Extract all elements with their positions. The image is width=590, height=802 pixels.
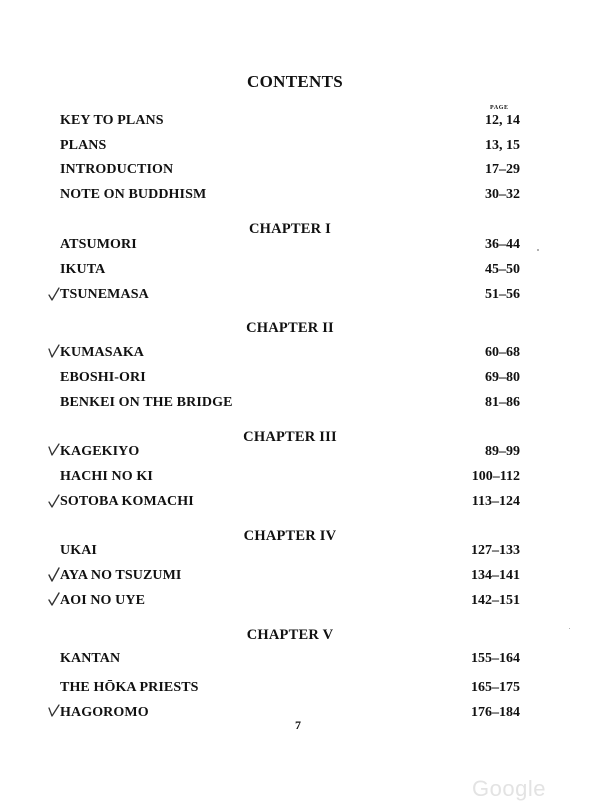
paper-speck xyxy=(537,249,539,251)
entry-title: KEY TO PLANS xyxy=(60,113,164,128)
entry-pages: 165–175 xyxy=(471,680,520,695)
entry-title: HAGOROMO xyxy=(60,705,149,720)
entry-title: KAGEKIYO xyxy=(60,444,140,459)
check-mark-icon xyxy=(47,443,61,459)
toc-entry-introduction xyxy=(60,162,520,180)
paper-speck xyxy=(569,628,570,629)
page-title: CONTENTS xyxy=(247,72,343,91)
toc-entry-sotoba-komachi xyxy=(60,494,520,512)
entry-pages: 89–99 xyxy=(485,444,520,459)
entry-pages: 30–32 xyxy=(485,187,520,202)
toc-entry-atsumori xyxy=(60,237,520,255)
entry-pages: 142–151 xyxy=(471,593,520,608)
entry-title: INTRODUCTION xyxy=(60,162,174,177)
toc-entry-aya-no-tsuzumi xyxy=(60,568,520,586)
toc-entry-tsunemasa xyxy=(60,287,520,305)
entry-title: AYA NO TSUZUMI xyxy=(60,568,182,583)
check-mark-icon xyxy=(47,344,61,360)
check-mark-icon xyxy=(47,592,61,608)
entry-title: THE HŌKA PRIESTS xyxy=(60,680,199,695)
page-number: 7 xyxy=(295,718,301,732)
entry-title: UKAI xyxy=(60,543,97,558)
entry-pages: 81–86 xyxy=(485,395,520,410)
chapter-heading-3: CHAPTER III xyxy=(243,429,337,445)
entry-pages: 36–44 xyxy=(485,237,520,252)
entry-title: SOTOBA KOMACHI xyxy=(60,494,194,509)
entry-pages: 155–164 xyxy=(471,651,520,666)
entry-pages: 113–124 xyxy=(471,494,520,509)
entry-pages: 45–50 xyxy=(485,262,520,277)
entry-title: KANTAN xyxy=(60,651,121,666)
entry-title: IKUTA xyxy=(60,262,106,277)
check-mark-icon xyxy=(47,493,61,509)
entry-title: NOTE ON BUDDHISM xyxy=(60,187,207,202)
entry-title: KUMASAKA xyxy=(60,345,145,360)
entry-title: PLANS xyxy=(60,138,107,153)
chapter-heading-2: CHAPTER II xyxy=(246,320,334,336)
chapter-heading-5: CHAPTER V xyxy=(246,627,334,643)
toc-entry-ikuta xyxy=(60,262,520,280)
check-mark-icon xyxy=(47,567,61,583)
toc-entry-key-to-plans xyxy=(60,113,520,131)
entry-pages: 176–184 xyxy=(471,705,520,720)
entry-pages: 134–141 xyxy=(471,568,520,583)
entry-title: AOI NO UYE xyxy=(60,593,146,608)
chapter-heading-4: CHAPTER IV xyxy=(243,528,337,544)
toc-entry-benkei-on-the-bridge xyxy=(60,395,520,413)
page-column-label: PAGE xyxy=(490,105,509,111)
toc-entry-note-on-buddhism xyxy=(60,187,520,205)
chapter-heading-1: CHAPTER I xyxy=(249,221,331,237)
entry-pages: 12, 14 xyxy=(485,113,520,128)
entry-pages: 13, 15 xyxy=(485,138,520,153)
toc-entry-ukai xyxy=(60,543,520,561)
entry-pages: 51–56 xyxy=(485,287,520,302)
toc-entry-eboshi-ori xyxy=(60,370,520,388)
toc-entry-plans xyxy=(60,138,520,156)
entry-title: ATSUMORI xyxy=(60,237,137,252)
entry-pages: 17–29 xyxy=(485,162,520,177)
toc-entry-kumasaka xyxy=(60,345,520,363)
entry-pages: 127–133 xyxy=(471,543,520,558)
entry-pages: 60–68 xyxy=(485,345,520,360)
toc-entry-aoi-no-uye xyxy=(60,593,520,611)
toc-entry-the-hoka-priests xyxy=(60,680,520,698)
entry-title: BENKEI ON THE BRIDGE xyxy=(60,395,233,410)
toc-entry-kantan xyxy=(60,651,520,669)
entry-pages: 100–112 xyxy=(471,469,520,484)
check-mark-icon xyxy=(47,286,61,302)
toc-entry-hachi-no-ki xyxy=(60,469,520,487)
watermark: Google xyxy=(472,776,546,801)
toc-entry-kagekiyo xyxy=(60,444,520,462)
entry-pages: 69–80 xyxy=(485,370,520,385)
entry-title: TSUNEMASA xyxy=(60,287,149,302)
entry-title: EBOSHI-ORI xyxy=(60,370,146,385)
entry-title: HACHI NO KI xyxy=(60,469,153,484)
